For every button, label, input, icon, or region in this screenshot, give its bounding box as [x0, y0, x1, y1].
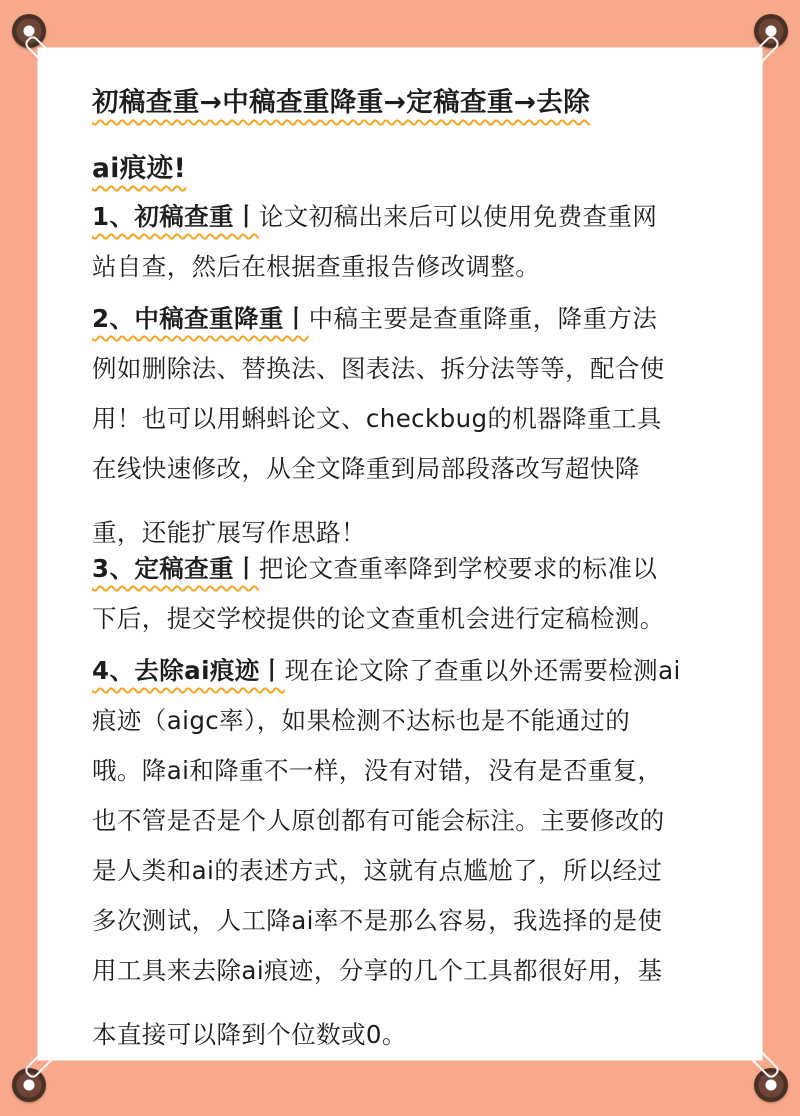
section-3 — [92, 544, 724, 644]
section-heading: 2、中稿查重降重丨 — [92, 304, 309, 333]
section-line: 下后，提交学校提供的论文查重机会进行定稿检测。 — [92, 604, 665, 633]
section-2 — [92, 294, 724, 558]
section-line: 用工具来去除ai痕迹，分享的几个工具都很好用，基 — [92, 956, 663, 985]
section-heading: 4、去除ai痕迹丨 — [92, 656, 285, 685]
section-line: 论文初稿出来后可以使用免费查重网 — [258, 202, 658, 231]
section-line: 在线快速修改，从全文降重到局部段落改写超快降 — [92, 454, 640, 483]
section-line: 哦。降ai和降重不一样，没有对错，没有是否重复， — [92, 756, 663, 785]
section-1 — [92, 192, 724, 292]
section-4 — [92, 646, 724, 1060]
section-line: 痕迹（aigc率），如果检测不达标也是不能通过的 — [92, 706, 631, 735]
section-line: 本直接可以降到个位数或0。 — [92, 1020, 407, 1049]
title-line-1: 初稿查重→中稿查重降重→定稿查重→去除 — [92, 87, 591, 118]
title-line-2: ai痕迹! — [92, 153, 187, 184]
section-line: 也不管是否是个人原创都有可能会标注。主要修改的 — [92, 806, 665, 835]
section-heading: 1、初稿查重丨 — [92, 202, 259, 231]
section-line: 多次测试，人工降ai率不是那么容易，我选择的是使 — [92, 906, 663, 935]
section-line: 站自查，然后在根据查重报告修改调整。 — [92, 252, 541, 281]
section-line: 例如删除法、替换法、图表法、拆分法等等，配合使 — [92, 354, 665, 383]
section-line: 中稿主要是查重降重，降重方法 — [308, 304, 658, 333]
section-heading: 3、定稿查重丨 — [92, 554, 259, 583]
section-line: 重，还能扩展写作思路！ — [92, 518, 366, 547]
page-title — [92, 70, 724, 202]
section-line: 现在论文除了查重以外还需要检测ai — [284, 656, 681, 685]
section-line: 用！也可以用蝌蚪论文、checkbug的机器降重工具 — [92, 404, 662, 433]
section-line: 把论文查重率降到学校要求的标准以 — [258, 554, 658, 583]
section-line: 是人类和ai的表述方式，这就有点尴尬了，所以经过 — [92, 856, 663, 885]
